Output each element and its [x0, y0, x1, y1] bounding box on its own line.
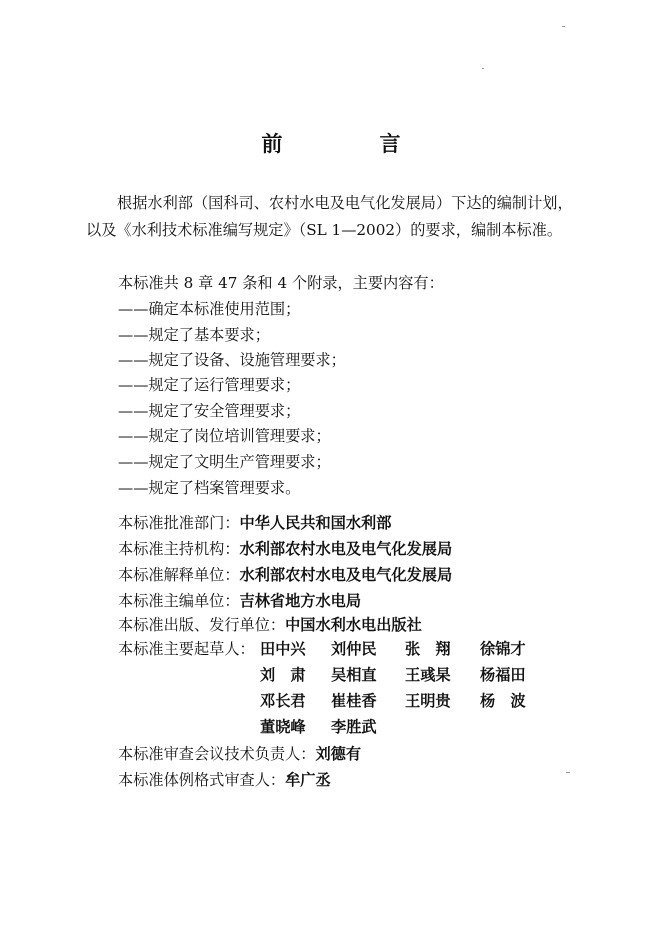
list-item: ——规定了运行管理要求； — [118, 376, 301, 394]
drafter-name: 刘 肃 — [260, 666, 306, 684]
list-item: ——规定了基本要求； — [118, 326, 270, 344]
list-item: ——确定本标准使用范围； — [118, 300, 301, 318]
drafter-name: 李胜武 — [331, 718, 377, 736]
review-tech-label: 本标准审查会议技术负责人： — [118, 745, 316, 763]
approval-value: 中华人民共和国水利部 — [239, 514, 392, 532]
list-item: ——规定了文明生产管理要求； — [118, 453, 331, 471]
drafter-name: 王明贵 — [405, 692, 451, 710]
scan-speck — [566, 772, 570, 773]
publisher-line — [118, 614, 422, 635]
summary-line: 本标准共 8 章 47 条和 4 个附录，主要内容有： — [118, 274, 444, 292]
intro-paragraph: 根据水利部（国科司、农村水电及电气化发展局）下达的编制计划，以及《水利技术标准编写规定》（SL 1—2002）的要求，编制本标准。 — [86, 194, 573, 239]
editor-value: 吉林省地方水电局 — [239, 592, 361, 610]
host-label: 本标准主持机构： — [118, 540, 240, 558]
approval-line — [118, 512, 391, 533]
publisher-value: 中国水利水电出版社 — [285, 616, 422, 634]
list-item: ——规定了档案管理要求。 — [118, 479, 301, 497]
drafter-name: 杨 波 — [480, 692, 526, 710]
drafter-name: 崔桂香 — [331, 692, 377, 710]
scan-speck — [562, 26, 565, 27]
drafter-name: 吴相直 — [331, 666, 377, 684]
drafter-name: 王彧杲 — [405, 666, 451, 684]
list-item: ——规定了岗位培训管理要求； — [118, 427, 331, 445]
approval-label: 本标准批准部门： — [118, 514, 240, 532]
interpretation-label: 本标准解释单位： — [118, 566, 240, 584]
review-format-value: 牟广丞 — [285, 771, 331, 789]
drafter-name: 董晓峰 — [260, 718, 306, 736]
review-format-line — [118, 769, 331, 790]
host-line — [118, 538, 452, 559]
review-tech-value: 刘德有 — [315, 745, 361, 763]
scan-speck — [482, 68, 484, 69]
drafter-name: 邓长君 — [260, 692, 306, 710]
drafter-name: 徐锦才 — [480, 640, 526, 658]
drafter-name: 田中兴 — [260, 640, 306, 658]
interpretation-value: 水利部农村水电及电气化发展局 — [239, 566, 453, 584]
drafter-name: 杨福田 — [480, 666, 526, 684]
list-item: ——规定了安全管理要求； — [118, 402, 301, 420]
drafter-name: 张 翔 — [405, 640, 451, 658]
editor-line — [118, 590, 361, 611]
review-format-label: 本标准体例格式审查人： — [118, 771, 286, 789]
publisher-label: 本标准出版、发行单位： — [118, 616, 286, 634]
page-title: 前 言 — [261, 132, 439, 156]
editor-label: 本标准主编单位： — [118, 592, 240, 610]
review-tech-line — [118, 743, 361, 764]
list-item: ——规定了设备、设施管理要求； — [118, 351, 346, 369]
host-value: 水利部农村水电及电气化发展局 — [239, 540, 453, 558]
drafter-name: 刘仲民 — [331, 640, 377, 658]
interpretation-line — [118, 564, 452, 585]
drafters-label: 本标准主要起草人： — [118, 640, 255, 658]
